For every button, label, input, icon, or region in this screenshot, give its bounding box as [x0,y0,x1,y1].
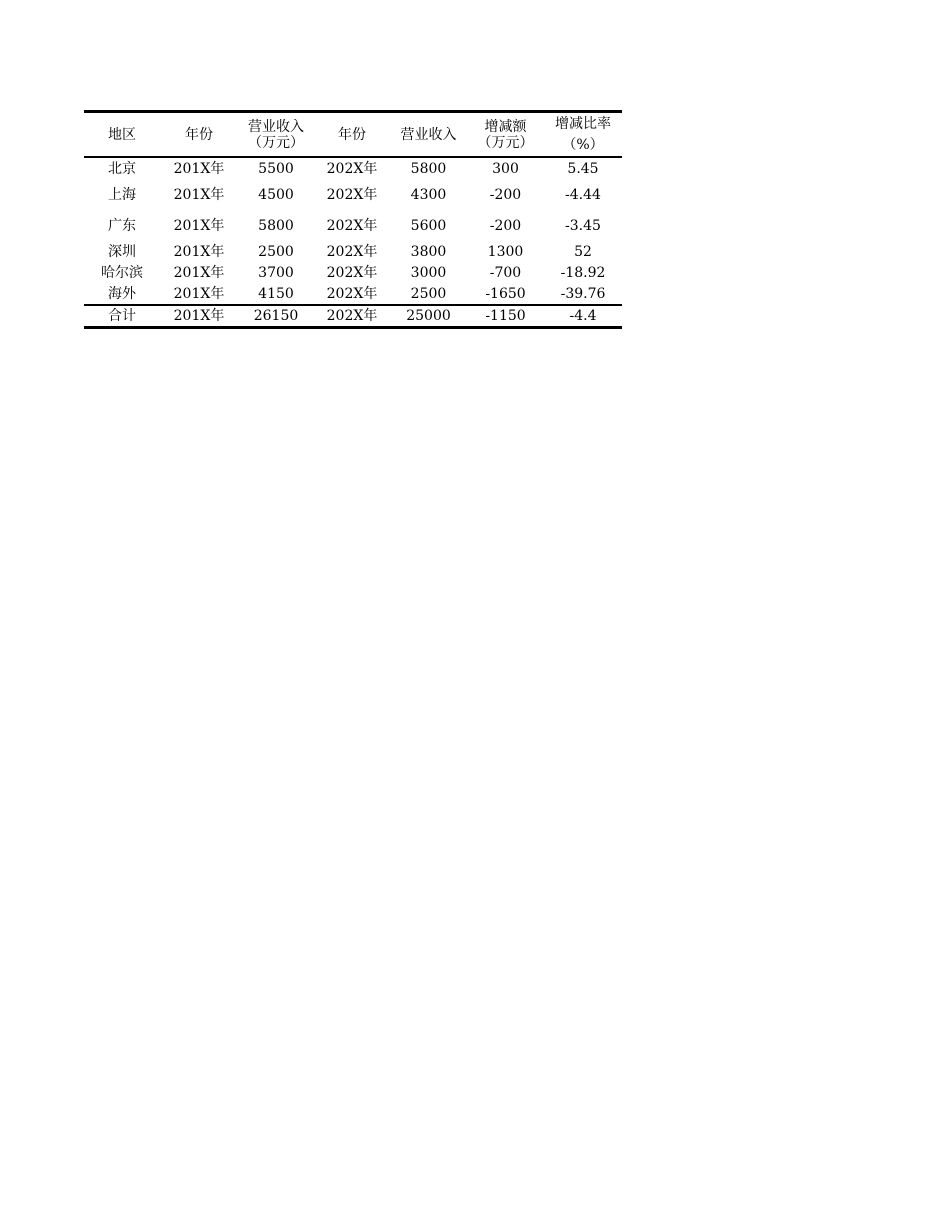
cell-ratio: -18.92 [560,264,606,281]
table-total-row [84,305,622,328]
header-revenue1-line2: （万元） [248,134,304,151]
cell-revenue1: 5500 [258,160,294,177]
cell-revenue2: 5600 [410,217,447,234]
cell-year2: 202X年 [326,186,378,203]
total-year1: 201X年 [160,305,238,328]
cell-ratio: -3.45 [565,217,601,234]
cell-region: 哈尔滨 [101,264,143,281]
cell-revenue2: 4300 [410,186,447,203]
header-year2: 年份 [314,112,390,158]
cell-year2: 202X年 [326,243,378,260]
cell-revenue2: 2500 [410,285,447,302]
total-region: 合计 [84,305,160,328]
cell-ratio: -39.76 [560,285,606,302]
total-revenue2: 25000 [390,305,467,328]
cell-revenue1: 3700 [258,264,294,281]
cell-year1: 201X年 [173,186,225,203]
cell-revenue1: 2500 [258,243,294,260]
cell-region: 深圳 [108,243,136,260]
cell-diff: -200 [489,186,522,203]
header-ratio-line2: （%） [562,137,604,153]
header-revenue1-line1: 营业收入 [248,118,304,135]
cell-year1: 201X年 [173,217,225,234]
cell-revenue1: 5800 [258,217,294,234]
cell-year2: 202X年 [326,285,378,302]
cell-year1: 201X年 [173,264,225,281]
table-row [84,210,622,241]
cell-year2: 202X年 [326,160,378,177]
cell-revenue1: 4150 [258,285,294,302]
cell-year1: 201X年 [173,160,225,177]
header-year1: 年份 [160,112,238,158]
header-revenue2: 营业收入 [390,112,467,158]
cell-region: 海外 [108,285,136,302]
total-revenue1: 26150 [238,305,314,328]
cell-revenue1: 4500 [258,186,294,203]
table-row [84,179,622,210]
header-region: 地区 [84,112,160,158]
cell-revenue2: 3800 [410,243,447,260]
cell-revenue2: 3000 [410,264,447,281]
cell-ratio: -4.44 [565,186,601,203]
header-diff [467,112,544,158]
table-row [84,157,622,179]
cell-region: 广东 [108,217,136,234]
header-ratio [544,112,622,158]
cell-revenue2: 5800 [410,160,447,177]
cell-year1: 201X年 [173,285,225,302]
cell-region: 上海 [108,186,136,203]
cell-diff: -200 [489,217,522,234]
header-diff-line1: 增减额 [484,118,527,135]
cell-diff: -700 [489,264,522,281]
header-ratio-line1: 增减比率 [555,116,611,132]
cell-ratio: 52 [574,243,592,260]
cell-region: 北京 [108,160,136,177]
total-year2: 202X年 [314,305,390,328]
cell-year2: 202X年 [326,264,378,281]
header-revenue1 [238,112,314,158]
revenue-table [84,110,622,329]
cell-diff: 1300 [487,243,524,260]
table-row [84,283,622,305]
cell-year2: 202X年 [326,217,378,234]
cell-ratio: 5.45 [567,160,599,177]
table-row [84,241,622,262]
cell-diff: -1650 [485,285,526,302]
table-header-row [84,112,622,158]
total-diff: -1150 [467,305,544,328]
table-row [84,262,622,283]
total-ratio: -4.4 [544,305,622,328]
cell-year1: 201X年 [173,243,225,260]
cell-diff: 300 [492,160,519,177]
header-diff-line2: （万元） [477,134,534,151]
